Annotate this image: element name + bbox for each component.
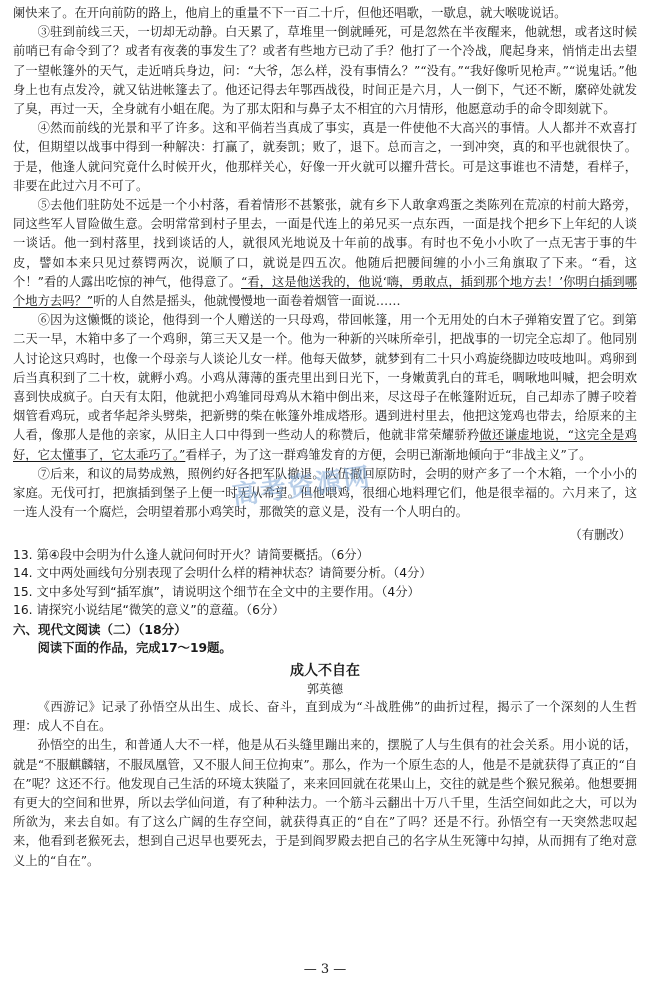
section-title: 六、现代文阅读（二）（18分） (13, 622, 187, 638)
story-paragraph-6-text: ⑥因为这懒慨的谈论，他得到一个人赠送的一只母鸡，带回帐篷，用一个无用处的白木子弹箱安置了它。到第二天一早，木箱中多了一个鸡卵，第三天又是一个。他为一种新的兴味所牵引，把战事的一切完全忘却了。他同别人讨论这只鸡时，也像一个母亲与人谈论儿女一样。他每天做梦，就梦到有二十只小鸡旋绕脚边吱吱地叫。鸡卵到后当真积到了二十枚，就孵小鸡。小鸡从薄薄的蛋壳里出到日光下，一身嫩黄乳白的茸毛，啁啾地叫喊，把会明欢喜到快成疯子。白天有太阳，他就把小鸡雏同母鸡从木箱中倒出来，尽这母子在帐篷附近玩，自己却赤了膊子咬着烟管看鸡玩，或者华起斧头劈柴，把新劈的柴在帐篷外堆成塔形。遇到进村里去，他把这笼鸡也带去，给原来的主人看，像那人是他的亲家，从旧主人口中得到一些动人的称赞后，他就非常荣耀骄矜 (13, 313, 637, 443)
watermark-logo: 高考资源网 (230, 462, 374, 512)
section-instruction: 阅读下面的作品，完成17～19题。 (37, 641, 232, 656)
story-paragraph-7: ⑦后来，和议的局势成熟，照例约好各把军队撤退。队伍撤回原防时，会明的财产多了一个木箱，一个小小的家庭。无伐可打，把旗插到堡子上便一时无从希望。但他喂鸡，很细心地料理它们，他是很幸福的。六月来了，这一连人没有一个腐烂，会明望着那小鸡笑时，那微笑的意义是，没有一个人明白的。 (13, 466, 637, 520)
story-paragraph-intro: 阑快来了。在开向前防的路上，他肩上的重量不下一百二十斤，但他还唱歌，一歇息，就大喉咙说话。 (13, 6, 567, 20)
story-paragraph-6-end: 看样子，为了这一群鸡雏发育的方便，会明已渐渐地倾向于“非战主义”了。 (185, 447, 592, 462)
story-paragraph-5-quote-1: “看，这个！”看的人露出吃惊的神气，他得意了。 (13, 255, 637, 289)
question-14: 14. 文中两处画线句分别表现了会明什么样的精神状态？请简要分析。（4分） (13, 566, 432, 581)
article-author: 郭英德 (306, 682, 343, 697)
underlined-sentence-2: 做还谦虚地说，“这完全是鸡好，它太懂事了，它太乖巧了。” (13, 428, 637, 462)
question-13: 13. 第④段中会明为什么逢人就问何时开火？请简要概括。（6分） (13, 547, 369, 562)
article-paragraph-2: 孙悟空的出生，和普通人大不一样，他是从石头缝里蹦出来的，摆脱了人与生俱有的社会关系。用小说的话，就是“不服麒麟辖，不服凤凰管，又不服人间王位拘束”。那么，作为一个原生态的人，他是不是就获得了真正的“自在”呢？这还不行。他发现自己生活的环境太狭隘了，来来回回就在花果山上，交往的就是些个猴兄猴弟。他想要拥有更大的空间和世界，所以去学仙问道，有了种种法力。一个筋斗云翻出十万八千里，生活空间如此之大，可以为所欲为，来去自如。有了这么广阔的生存空间，就获得真正的“自在”了吗？还是不行。孙悟空有一天突然悲叹起来，他看到老猴死去，想到自己迟早也要死去，于是到阎罗殿去把自己的名字从生死簿中勾掉，从而拥有了绝对意义上的“自在”。 (13, 738, 637, 868)
page-number: — 3 — (303, 962, 347, 977)
question-16: 16. 请探究小说结尾“微笑的意义”的意蕴。（6分） (13, 603, 285, 618)
underlined-sentence-1: “看，这是他送我的，他说‘嗨，勇敢点，插到那个地方去！’你明白插到哪个地方去吗？” (13, 274, 637, 309)
question-15: 15. 文中多处写到“插军旗”，请说明这个细节在全文中的主要作用。（4分） (13, 584, 420, 599)
story-paragraph-5-end: 听的人自然是摇头，他就慢慢地一面卷着烟管一面说…… (93, 294, 401, 309)
story-paragraph-3: ③驻到前线三天，一切却无动静。白天累了，草堆里一倒就睡死，可是忽然在半夜醒来，他就想，或者这时候前哨已有命令到了？或者有夜袭的事发生了？或者有些地方已动了手？他打了一个冷战，爬起身来，悄悄走出去望了一望帐篷外的天气，走近哨兵身边，问：“大爷，怎么样，没有事情么？”“没有。”“我好像听见枪声。”“说鬼话。”他身上也有点发冷，就又钻进帐篷去了。他还记得去年鄂西战役，时间正是六月，人一倒下，气还不断，縻碎处就发了臭，再过一天，全身就有小蛆在爬。为了那太阳和与鼻子太不相宜的六月情形，他愿意动手的命令即刻就下。 (13, 25, 637, 117)
story-paragraph-5-text: ⑤去他们驻防处不远是一个小村落，看着情形不甚繁张，就有乡下人敢拿鸡蛋之类陈列在荒凉的村前大路旁，同这些军人冒险做生意。会明常常到村子里去，一面是代连上的弟兄买一点东西，一面是找个把乡下上年纪的人谈一谈话。他一到村落里，找到谈话的人，就很风光地说及十年前的战事。有时也不免小小吹了一点无害于事的牛皮，譬如本来只见过蔡锷两次，说顺了口，就说是四五次。他随后把腰间缠的小小三角旗取了下来。 (13, 198, 637, 270)
story-paragraph-5 (13, 196, 637, 311)
source-note: （有删改） (569, 528, 631, 543)
article-paragraph-1: 《西游记》记录了孙悟空从出生、成长、奋斗，直到成为“斗战胜佛”的曲折过程，揭示了一个深刻的人生哲理：成人不自在。 (13, 700, 637, 734)
story-paragraph-4: ④然而前线的光景和平了许多。这和平倘若当真成了事实，真是一件使他不大高兴的事情。人人都并不欢喜打仗，但期望以战事中得到一种解决：打赢了，就奏凯；败了，退下。总而言之，一到冲突，真的和平也就很快了。于是，他逢人就问究竟什么时候开火，他那样关心，好像一开火就可以擢升营长。可是这事谁也不清楚，看样子，非要在此过六月不可了。 (13, 121, 637, 193)
story-paragraph-6 (13, 311, 637, 465)
article-title: 成人不自在 (290, 663, 360, 680)
